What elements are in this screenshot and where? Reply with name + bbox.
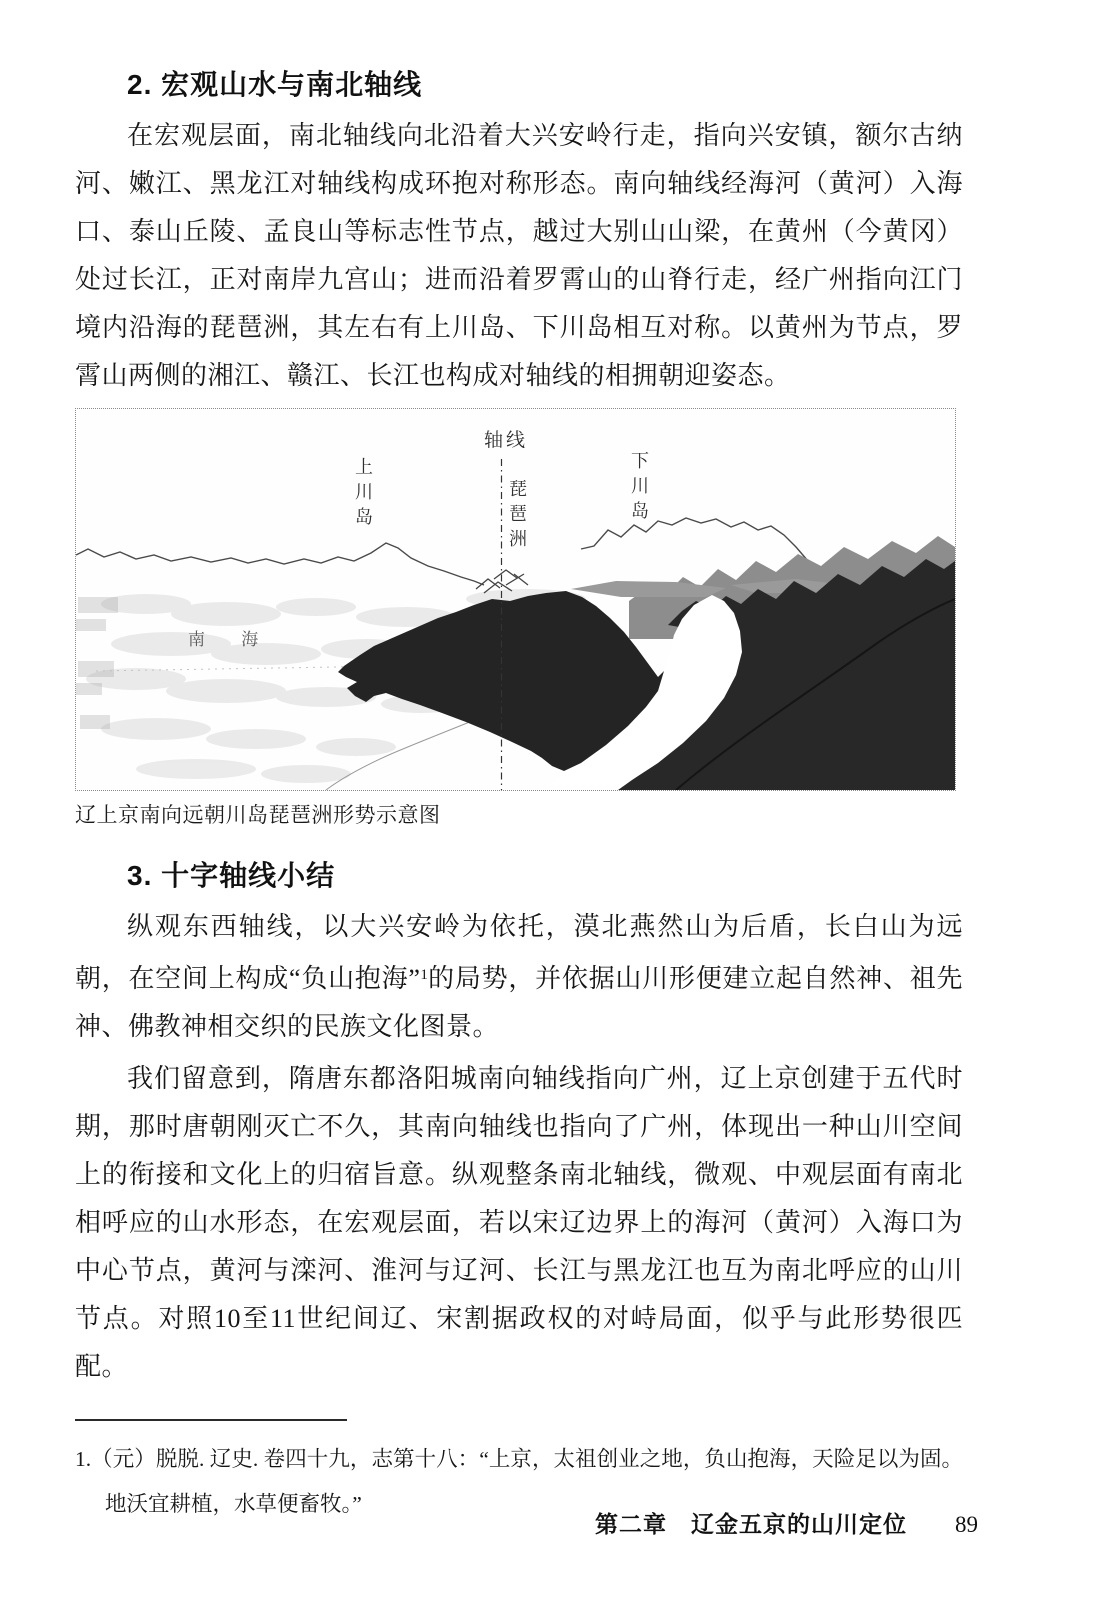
section-3-heading: 3. 十字轴线小结 [127,860,336,891]
footnote-separator [75,1419,347,1421]
paragraph-text: 的局势，并依据山川形便建立起自然神、祖先神、佛教神相交织的民族文化图景。 [75,964,963,1041]
shangchuan-profile-line [76,543,484,585]
footnote-text: 1.（元）脱脱. 辽史. 卷四十九，志第十八：“上京，太祖创业之地，负山抱海，天险足以为固。地沃宜耕植，水草便畜牧。” [75,1447,963,1516]
page-footer [595,1506,978,1539]
footnote-marker: 1 [420,967,428,983]
figure-panel [75,408,956,791]
figure-caption: 辽上京南向远朝川岛琵琶洲形势示意图 [75,804,441,827]
section-3-paragraph-2: 我们留意到，隋唐东都洛阳城南向轴线指向广州，辽上京创建于五代时期，那时唐朝刚灭亡不久，其南向轴线也指向了广州，体现出一种山川空间上的衔接和文化上的归宿旨意。纵观整条南北轴线，微观、中观层面有南北相呼应的山水形态，在宏观层面，若以宋辽边界上的海河（黄河）入海口为中心节点，黄河与滦河、淮河与辽河、长江与黑龙江也互为南北呼应的山川节点。对照10至11世纪间辽、宋割据政权的对峙局面，似乎与此形势很匹配。 [75,1064,963,1381]
page-content [75,66,963,1527]
axis-label: 轴线 [484,430,529,451]
page-number: 89 [955,1512,978,1537]
pipa-islet-label: 琵琶洲 [507,479,527,554]
figure-illustration [76,409,955,790]
paragraph-text: 纵观东西轴线，以大兴安岭为依托，漠北燕然山为后盾，长白山为远朝，在空间上构成“负山抱海” [75,912,963,993]
section-2-heading: 2. 宏观山水与南北轴线 [127,69,423,100]
shangchuan-island-label: 上川岛 [353,457,373,532]
bleed-through-marks [76,597,118,729]
section-2-paragraph: 在宏观层面，南北轴线向北沿着大兴安岭行走，指向兴安镇，额尔古纳河、嫩江、黑龙江对轴线构成环抱对称形态。南向轴线经海河（黄河）入海口、泰山丘陵、孟良山等标志性节点，越过大别山山梁，在黄州（今黄冈）处过长江，正对南岸九宫山；进而沿着罗霄山的山脊行走，经广州指向江门境内沿海的琵琶洲，其左右有上川岛、下川岛相互对称。以黄州为节点，罗霄山两侧的湘江、赣江、长江也构成对轴线的相拥朝迎姿态。 [75,121,963,390]
xiachuan-island-label: 下川岛 [629,451,649,526]
section-3-paragraph-1 [75,903,963,1051]
south-sea-label: 南 海 [188,630,275,649]
xiachuan-profile-line [581,518,814,569]
chapter-title: 第二章 辽金五京的山川定位 [595,1511,907,1537]
